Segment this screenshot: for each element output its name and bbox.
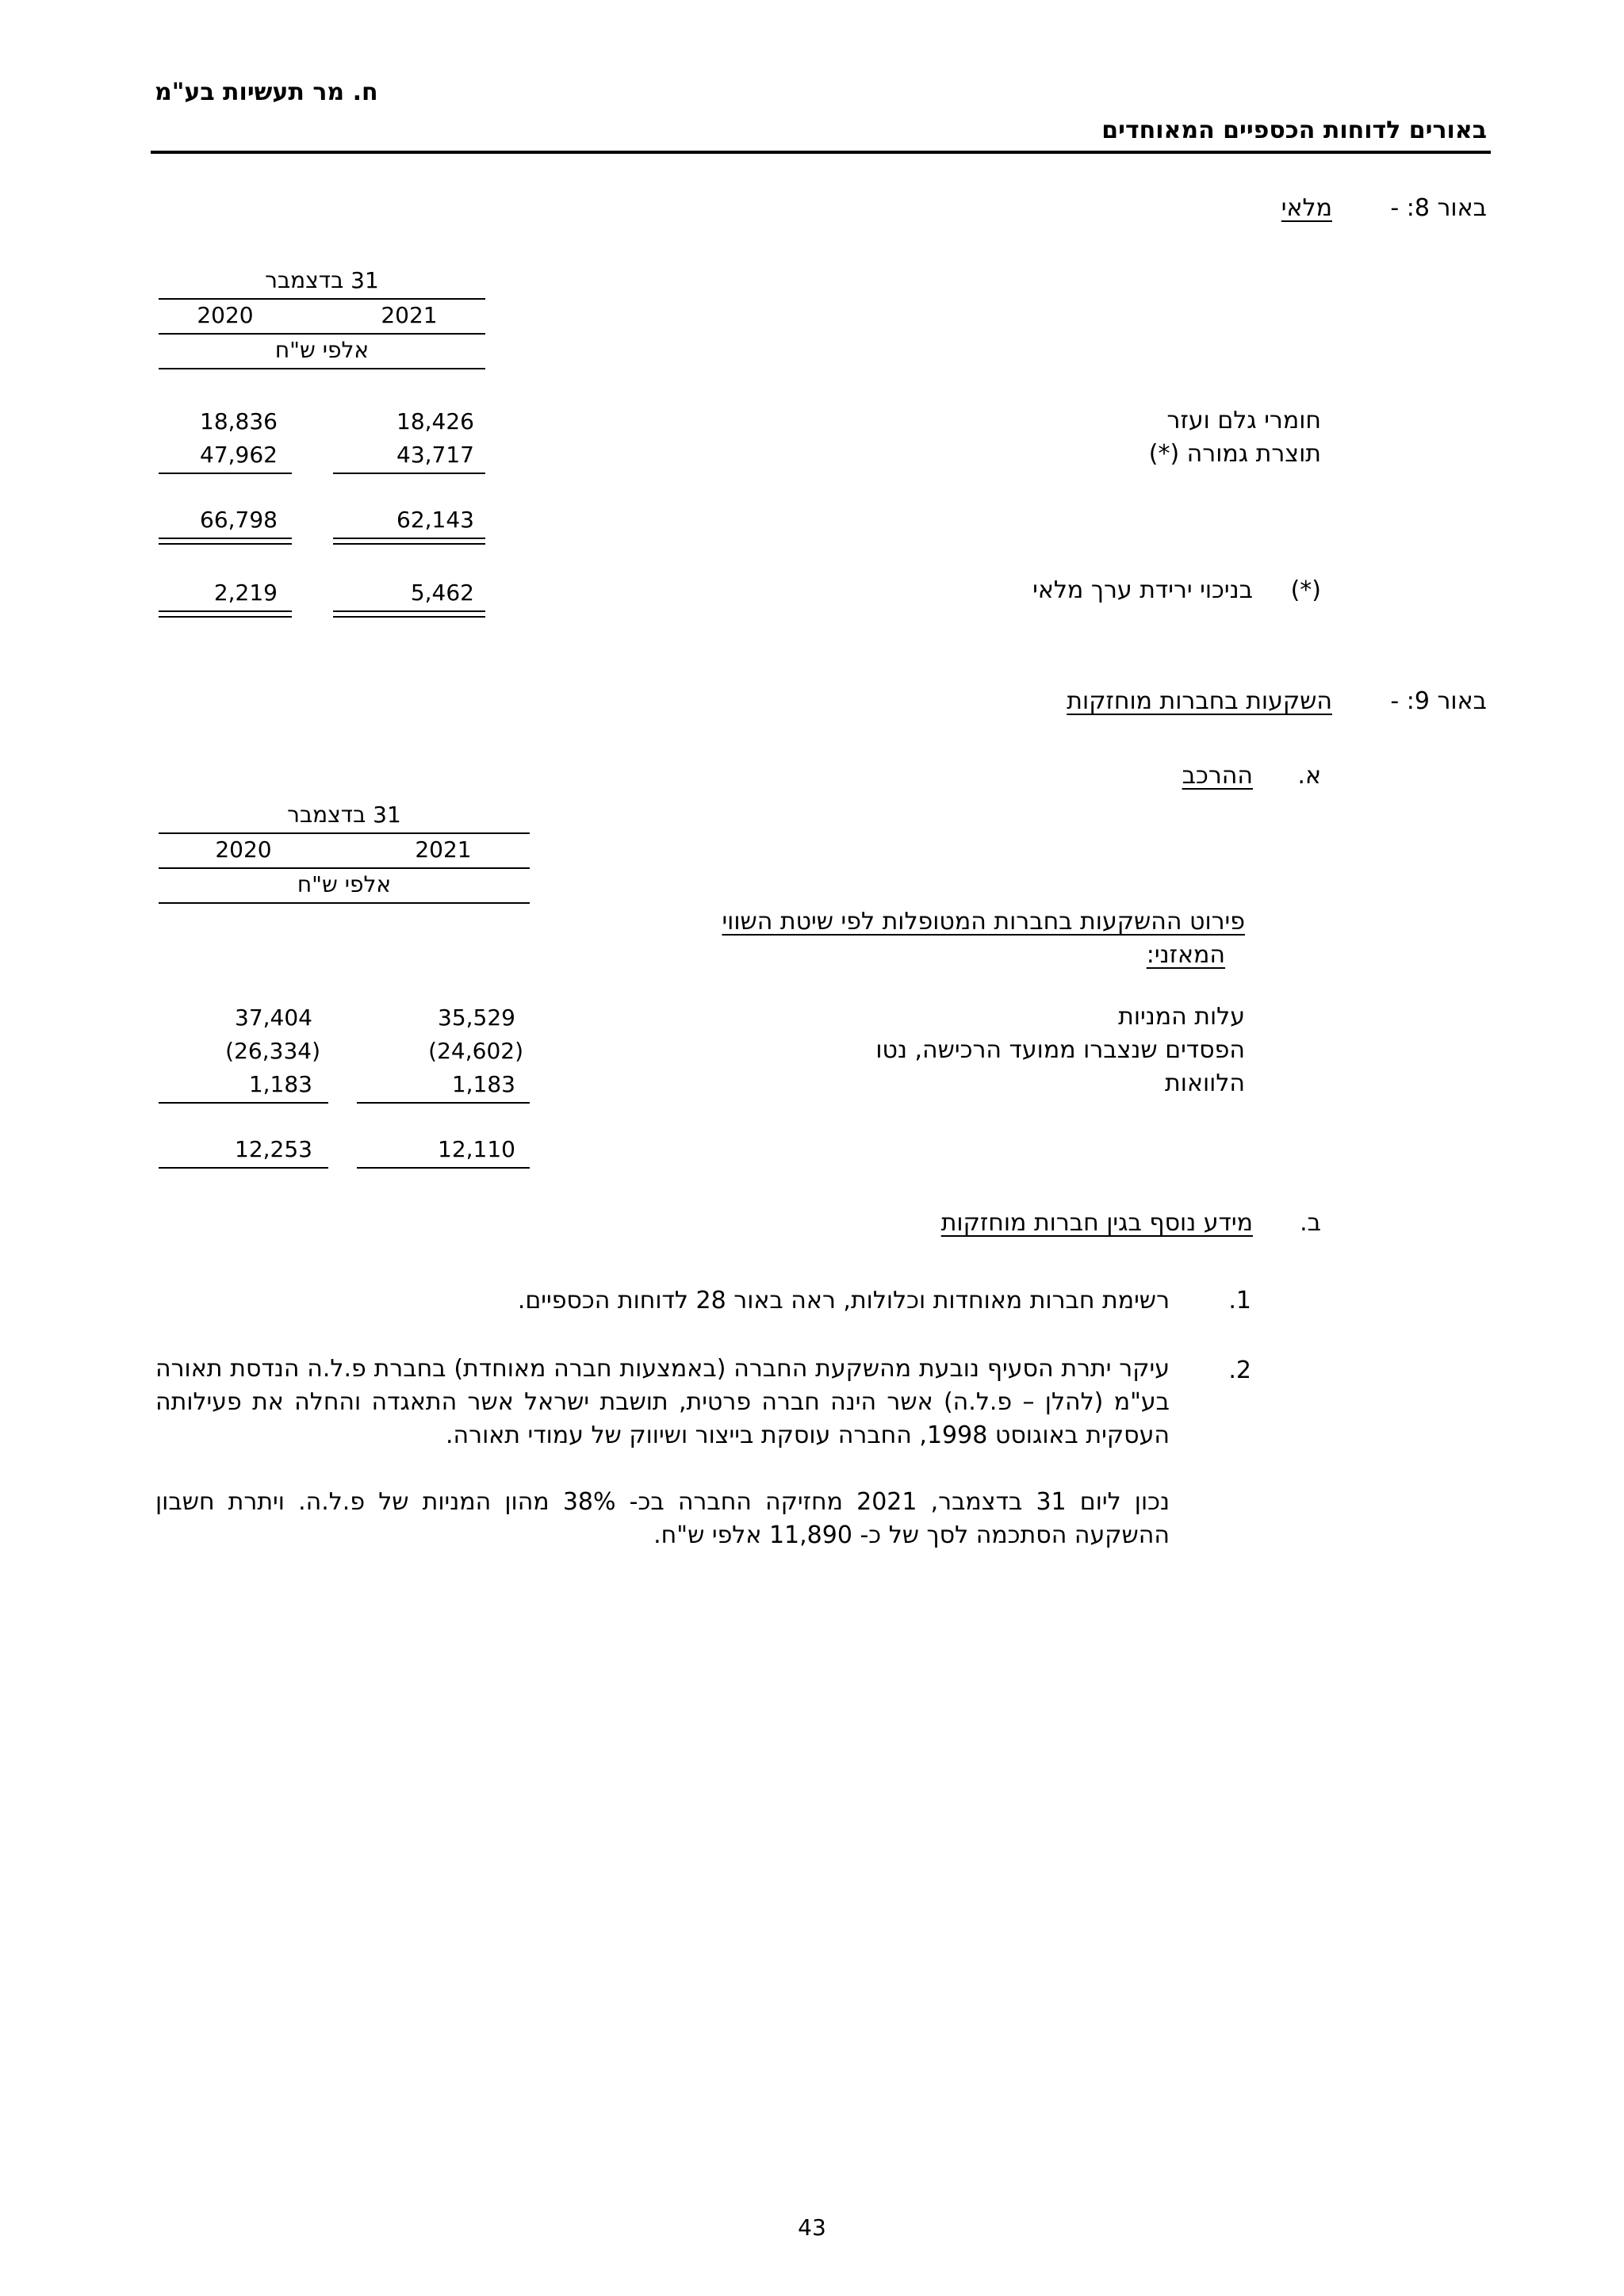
note9-total-2020: 12,253 [235,1136,312,1162]
item-text: עיקר יתרת הסעיף נובעת מהשקעת החברה (באמצעות חברה מאוחדת) בחברת פ.ל.ה הנדסת תאורה בע"מ (להלן – פ.ל.ה) אשר הינה חברה פרטית, תושבת ישראל אשר התאגדה והחלה את פעילותה העסקית באוגוסט 1998, החברה עוסקת בייצור ושיווק של עמודי תאורה. [155,1355,1170,1449]
company-name: ח. מר תעשיות בע"מ [155,78,378,106]
note8-total-2020: 66,798 [200,507,278,533]
divider [159,867,530,869]
note8-label: באור 8: - [1390,194,1487,222]
note9-total-2021: 12,110 [438,1136,515,1162]
note8-col-2021: 2021 [381,302,438,328]
page-number: 43 [798,2214,826,2241]
note8-title: מלאי [1281,194,1332,222]
footnote-2020: 2,219 [213,580,278,606]
page-title: באורים לדוחות הכספיים המאוחדים [1101,117,1487,144]
total-rule [159,1167,328,1169]
note9-label: באור 9: - [1390,687,1487,715]
divider [159,333,485,335]
section-a-letter: א. [1297,762,1321,790]
subtotal-rule [159,473,292,474]
total-rule [357,1167,530,1169]
note9-row-2020: 1,183 [248,1071,312,1097]
item-text: רשימת חברות מאוחדות וכלולות, ראה באור 28 לדוחות הכספיים. [517,1287,1170,1314]
total-double-rule [159,610,292,618]
note8-total-2021: 62,143 [396,507,474,533]
subtotal-rule [357,1102,530,1104]
section-b-letter: ב. [1300,1209,1321,1237]
note9-col-2021: 2021 [415,836,472,863]
note9-row-2021: (24,602) [428,1038,523,1064]
table-caption-cont: המאזני: [1146,941,1225,969]
note8-row-label: חומרי גלם ועזר [1166,407,1321,434]
divider [159,832,530,834]
section-a-title: ההרכב [1182,762,1253,790]
note9-row-2020: (26,334) [225,1038,320,1064]
note9-unit: אלפי ש"ח [297,871,392,897]
divider [159,368,485,369]
note8-row-2021: 43,717 [396,442,474,468]
note8-period: 31 בדצמבר [265,267,379,293]
note9-row-label: עלות המניות [1118,1003,1245,1031]
total-double-rule [333,610,485,618]
note8-unit: אלפי ש"ח [274,337,370,363]
note9-row-2021: 1,183 [451,1071,515,1097]
divider [159,902,530,904]
note9-row-2021: 35,529 [438,1004,515,1031]
item-number: .2 [1228,1357,1251,1384]
header-rule [151,151,1491,154]
subtotal-rule [159,1102,328,1104]
note8-row-2020: 47,962 [200,442,278,468]
note9-title: השקעות בחברות מוחזקות [1067,687,1332,715]
note9-period: 31 בדצמבר [287,802,401,828]
note8-row-2021: 18,426 [396,408,474,434]
note9-row-label: הלוואות [1165,1070,1245,1097]
note8-row-label: תוצרת גמורה (*) [1148,440,1321,468]
total-double-rule [159,538,292,545]
table-caption: פירוט ההשקעות בחברות המטופלות לפי שיטת השווי [722,908,1245,936]
footnote-label: בניכוי ירידת ערך מלאי [1032,576,1253,604]
note9-row-2020: 37,404 [235,1004,312,1031]
item-number: .1 [1228,1287,1251,1314]
note8-col-2020: 2020 [197,302,254,328]
footnote-2021: 5,462 [410,580,474,606]
subtotal-rule [333,473,485,474]
item-text-cont: נכון ליום 31 בדצמבר, 2021 מחזיקה החברה בכ- 38% מהון המניות של פ.ל.ה. ויתרת חשבון ההשקעה הסתכמה לסך של כ- 11,890 אלפי ש"ח. [155,1488,1170,1549]
note9-row-label: הפסדים שנצברו ממועד הרכישה, נטו [875,1036,1245,1064]
note9-col-2020: 2020 [215,836,272,863]
total-double-rule [333,538,485,545]
section-b-title: מידע נוסף בגין חברות מוחזקות [940,1209,1253,1237]
note8-row-2020: 18,836 [200,408,278,434]
divider [159,298,485,300]
footnote-marker: (*) [1290,576,1321,604]
